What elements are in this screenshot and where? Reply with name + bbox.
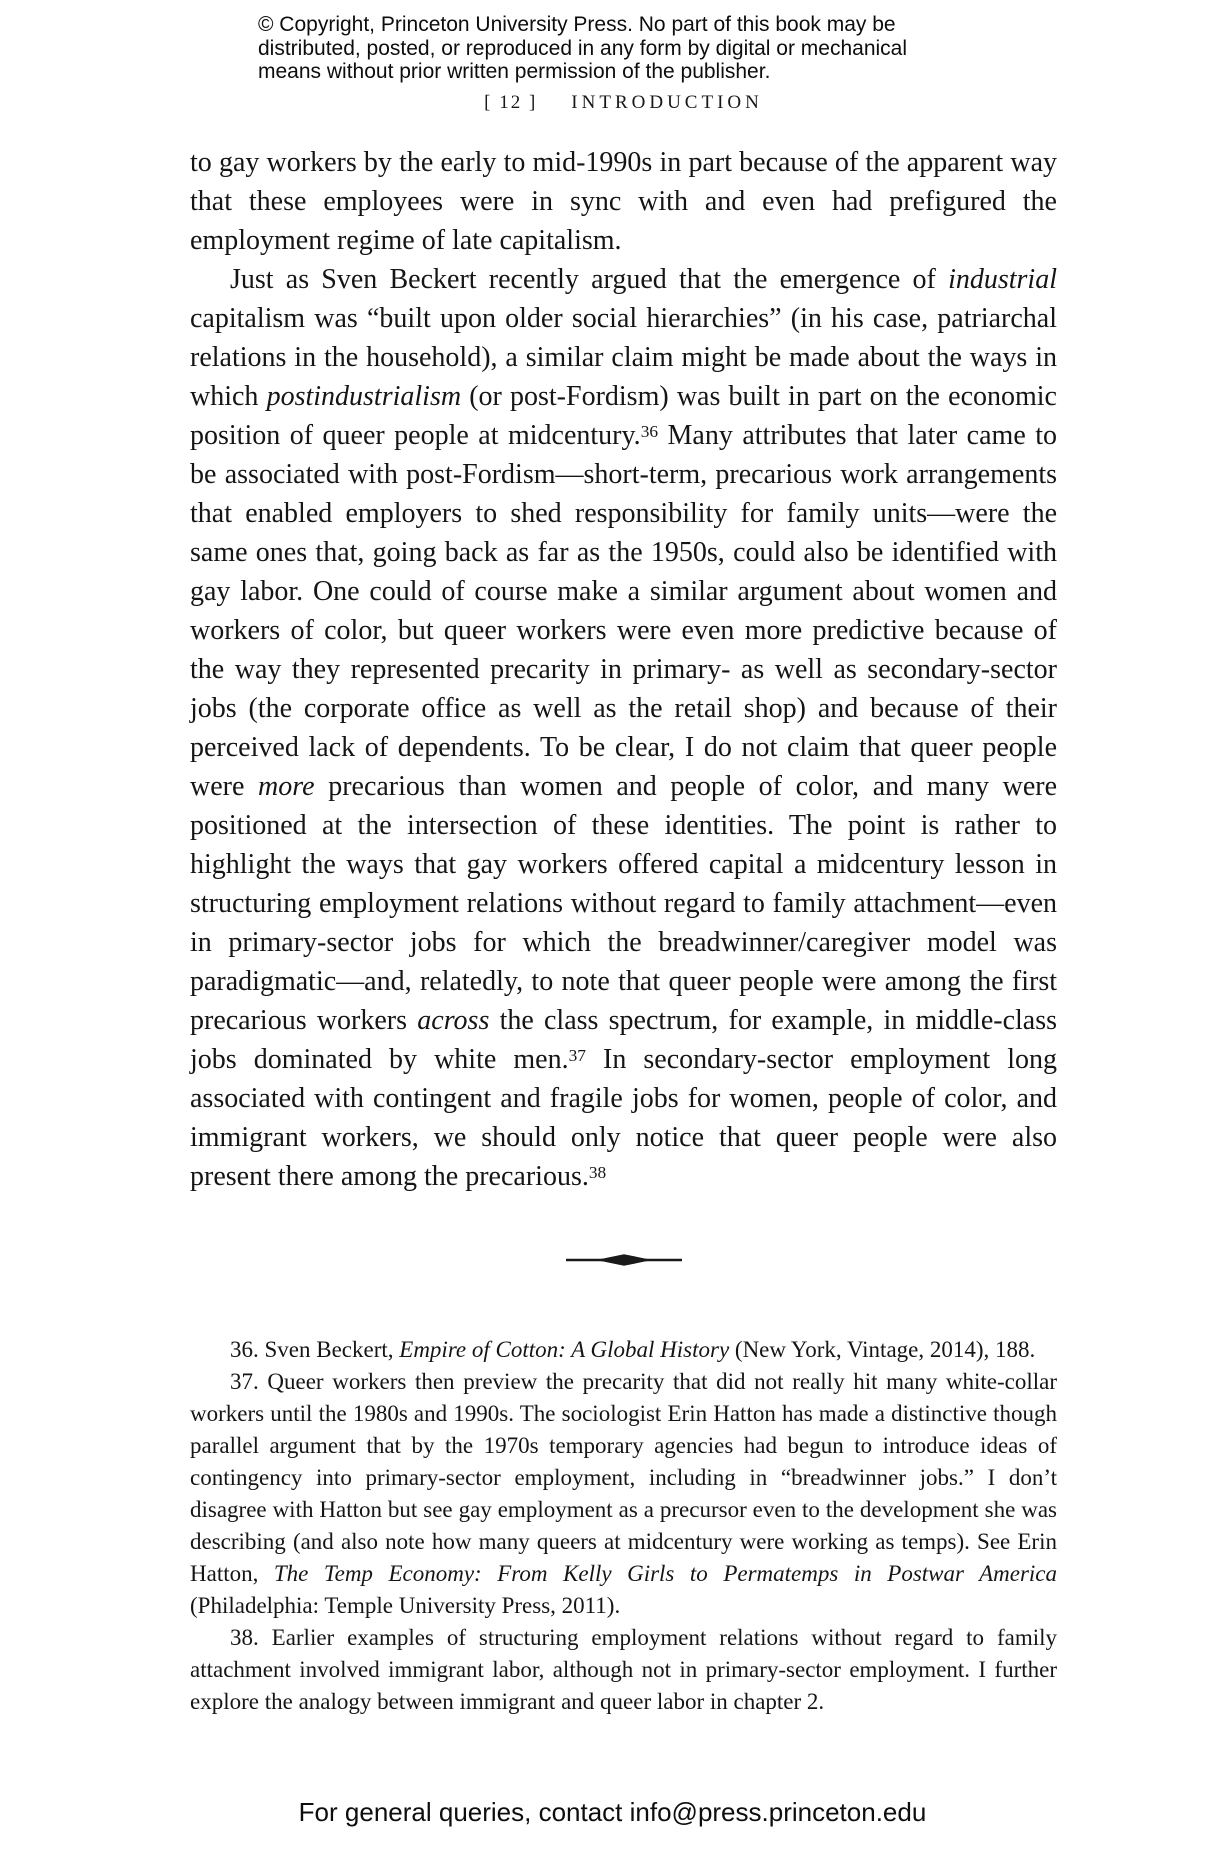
copyright-notice bbox=[258, 13, 907, 84]
copyright-line: means without prior written permission of the publisher. bbox=[258, 60, 771, 83]
diamond-rule-icon bbox=[566, 1252, 682, 1268]
copyright-line: © Copyright, Princeton University Press. No part of this book may be bbox=[258, 13, 896, 36]
body-text bbox=[190, 143, 1057, 1196]
copyright-line: distributed, posted, or reproduced in any form by digital or mechanical bbox=[258, 36, 908, 60]
running-head bbox=[190, 92, 1057, 114]
page-number: [ 12 ] bbox=[484, 92, 538, 113]
footnote: 37. Queer workers then preview the precarity that did not really hit many white-collar workers until the 1980s and 1990s. The sociologist Erin Hatton has made a distinctive though parallel argument that by the 1970s temporary agencies had begun to introduce ideas of contingency into primary-sector employment, including in “breadwinner jobs.” I don’t disagree with Hatton but see gay employment as a precursor even to the development she was describing (and also note how many queers at midcentury were working as temps). See Erin Hatton, The Temp Economy: From Kelly Girls to Permatemps in Postwar America (Philadelphia: Temple University Press, 2011). bbox=[190, 1369, 1057, 1618]
paragraph: to gay workers by the early to mid-1990s in part because of the apparent way that these employees were in sync with and even had prefigured the employment regime of late capitalism. bbox=[190, 147, 1057, 256]
paragraph: Just as Sven Beckert recently argued that the emergence of industrial capitalism was “built upon older social hierarchies” (in his case, patriarchal relations in the household), a similar claim might be made about the ways in which postindustrialism (or post-Fordism) was built in part on the economic position of queer people at midcentury.$^{36}$ Many attributes that later came to be associated with post-Fordism—short-term, precarious work arrangements that enabled employers to shed responsibility for family units—were the same ones that, going back as far as the 1950s, could also be identified with gay labor. One could of course make a similar argument about women and workers of color, but queer workers were even more predictive because of the way they represented precarity in primary- as well as secondary-sector jobs (the corporate office as well as the retail shop) and because of their perceived lack of dependents. To be clear, I do not claim that queer people were more precarious than women and people of color, and many were positioned at the intersection of these identities. The point is rather to highlight the ways that gay workers offered capital a midcentury lesson in structuring employment relations without regard to family attachment—even in primary-sector jobs for which the breadwinner/caregiver model was paradigmatic—and, relatedly, to note that queer people were among the first precarious workers across the class spectrum, for example, in middle-class jobs dominated by white men.$^{37}$ In secondary-sector employment long associated with contingent and fragile jobs for women, people of color, and immigrant workers, we should only notice that queer people were also present there among the precarious.$^{38}$ bbox=[190, 264, 1058, 1192]
footnotes bbox=[190, 1334, 1057, 1718]
footnote: 36. Sven Beckert, Empire of Cotton: A Global History (New York, Vintage, 2014), 188. bbox=[230, 1337, 1036, 1362]
footnote: 38. Earlier examples of structuring employment relations without regard to family attachment involved immigrant labor, although not in primary-sector employment. I further explore the analogy between immigrant and queer labor in chapter 2. bbox=[190, 1625, 1057, 1714]
chapter-title: INTRODUCTION bbox=[571, 92, 763, 113]
footer-contact: For general queries, contact info@press.princeton.edu bbox=[298, 1797, 927, 1827]
section-divider bbox=[190, 1252, 1057, 1268]
